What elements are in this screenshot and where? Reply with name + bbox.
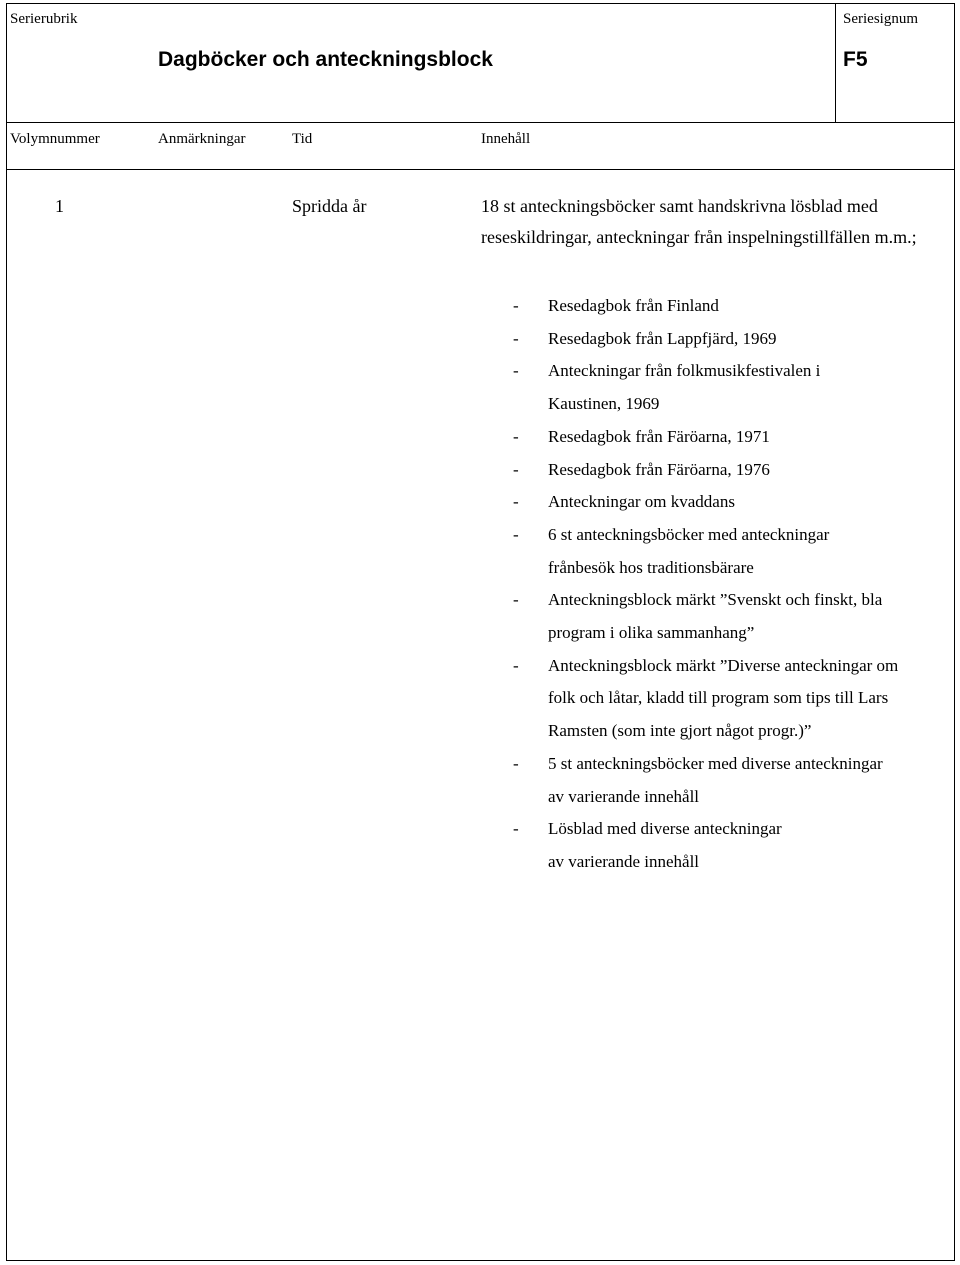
- time-value: Spridda år: [292, 196, 367, 216]
- content-list-item: [513, 650, 898, 748]
- list-bullet-dash: -: [513, 524, 519, 544]
- list-bullet-dash: -: [513, 328, 519, 348]
- list-item-text-line: Resedagbok från Färöarna, 1971: [548, 426, 770, 446]
- list-item-text-line: Ramsten (som inte gjort något progr.)”: [548, 721, 812, 741]
- column-header-remarks: Anmärkningar: [158, 131, 246, 147]
- list-item-text-line: Resedagbok från Lappfjärd, 1969: [548, 328, 777, 348]
- signum-divider: [835, 3, 836, 122]
- content-list-item: [513, 813, 898, 878]
- list-item-text-line: av varierande innehåll: [548, 786, 700, 806]
- list-item-text-line: Anteckningar om kvaddans: [548, 492, 735, 512]
- list-bullet-dash: -: [513, 361, 519, 381]
- list-bullet-dash: -: [513, 459, 519, 479]
- series-rubric-value: Dagböcker och anteckningsblock: [158, 48, 493, 71]
- content-intro-line-1: 18 st anteckningsböcker samt handskrivna lösblad med: [481, 196, 878, 216]
- list-item-text-line: program i olika sammanhang”: [548, 623, 755, 643]
- list-item-text-line: 6 st anteckningsböcker med anteckningar: [548, 524, 830, 544]
- series-rubric-label: Serierubrik: [10, 11, 78, 27]
- series-signum-label: Seriesignum: [843, 11, 918, 27]
- column-header-volume-number: Volymnummer: [10, 131, 100, 147]
- content-list-item: [513, 290, 898, 323]
- content-list-item: [513, 454, 898, 487]
- series-signum-value: F5: [843, 48, 868, 71]
- content-list-item: [513, 421, 898, 454]
- list-bullet-dash: -: [513, 492, 519, 512]
- list-item-text-line: Resedagbok från Finland: [548, 296, 719, 315]
- list-bullet-dash: -: [513, 426, 519, 446]
- column-header-time: Tid: [292, 131, 313, 147]
- content-intro-line-2: reseskildringar, anteckningar från inspelningstillfällen m.m.;: [481, 227, 917, 247]
- list-item-text-line: Resedagbok från Färöarna, 1976: [548, 459, 770, 479]
- column-header-divider: [6, 169, 955, 170]
- content-list-item: [513, 748, 898, 813]
- list-bullet-dash: -: [513, 655, 519, 675]
- content-list-item: [513, 323, 898, 356]
- list-bullet-dash: -: [513, 296, 519, 315]
- list-item-text-line: Anteckningsblock märkt ”Svenskt och finskt, bla: [548, 590, 883, 610]
- list-item-text-line: Anteckningar från folkmusikfestivalen i: [548, 361, 821, 381]
- header-divider: [6, 122, 955, 123]
- content-item-list: [513, 290, 898, 879]
- content-list-item: [513, 584, 898, 649]
- list-item-text-line: Lösblad med diverse anteckningar: [548, 819, 782, 839]
- list-item-text-line: av varierande innehåll: [548, 851, 700, 871]
- list-item-text-line: Anteckningsblock märkt ”Diverse anteckningar om: [548, 655, 899, 675]
- list-item-text-line: 5 st anteckningsböcker med diverse anteckningar: [548, 753, 883, 773]
- content-list-item: [513, 486, 898, 519]
- column-header-content: Innehåll: [481, 131, 531, 147]
- content-list-item: [513, 355, 898, 420]
- content-list-item: [513, 519, 898, 584]
- list-item-text-line: frånbesök hos traditionsbärare: [548, 557, 754, 577]
- list-bullet-dash: -: [513, 590, 519, 610]
- volume-number: 1: [55, 196, 64, 216]
- list-item-text-line: Kaustinen, 1969: [548, 394, 660, 414]
- list-item-text-line: folk och låtar, kladd till program som tips till Lars: [548, 688, 889, 708]
- list-bullet-dash: -: [513, 753, 519, 773]
- list-bullet-dash: -: [513, 819, 519, 839]
